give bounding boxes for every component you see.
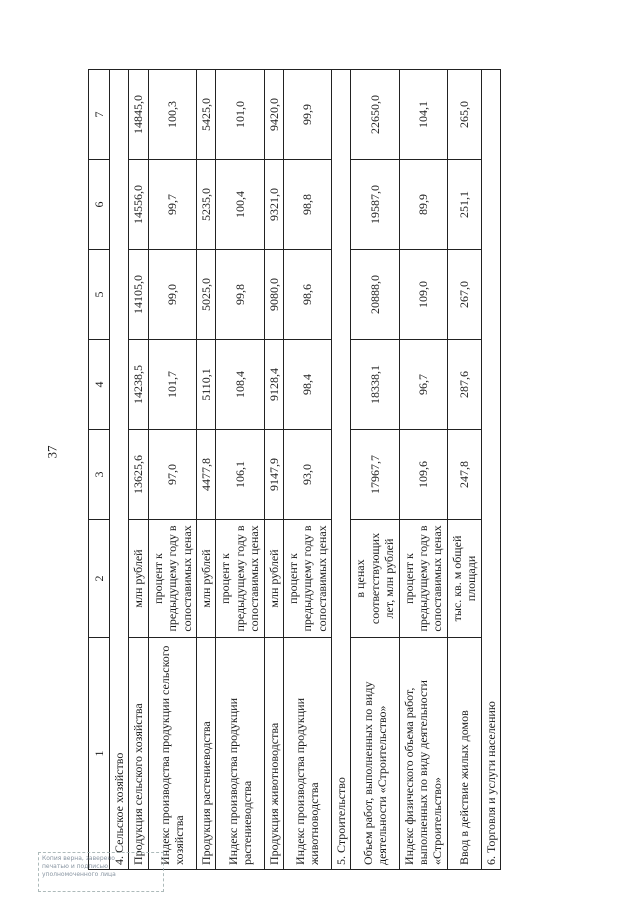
- indicator-name: Индекс физического объема работ, выполненных по виду деятельности «Строительство»: [399, 638, 447, 870]
- table-row: [148, 70, 196, 870]
- value-cell: 99,0: [148, 250, 196, 340]
- value-cell: 14105,0: [129, 250, 148, 340]
- indicator-name: Продукция растениеводства: [196, 638, 215, 870]
- value-cell: 247,8: [447, 430, 481, 520]
- value-cell: 89,9: [399, 160, 447, 250]
- value-cell: 99,9: [283, 70, 331, 160]
- value-cell: 108,4: [216, 340, 264, 430]
- unit-cell: процент к предыдущему году в сопоставимых ценах: [283, 520, 331, 638]
- column-header: 5: [89, 250, 110, 340]
- stamp-line: печатью и подписью: [42, 863, 109, 870]
- value-cell: 99,8: [216, 250, 264, 340]
- value-cell: 14556,0: [129, 160, 148, 250]
- section-label: 6. Торговля и услуги населению: [481, 70, 500, 870]
- table-row: [283, 70, 331, 870]
- value-cell: 5110,1: [196, 340, 215, 430]
- section-label: 5. Строительство: [332, 70, 351, 870]
- table-row: [129, 70, 148, 870]
- column-header: 2: [89, 520, 110, 638]
- data-table: [88, 69, 501, 870]
- value-cell: 5425,0: [196, 70, 215, 160]
- value-cell: 5235,0: [196, 160, 215, 250]
- indicator-name: Индекс производства продукции растениеводства: [216, 638, 264, 870]
- value-cell: 18338,1: [351, 340, 399, 430]
- value-cell: 9420,0: [264, 70, 283, 160]
- column-header: 6: [89, 160, 110, 250]
- value-cell: 287,6: [447, 340, 481, 430]
- value-cell: 251,1: [447, 160, 481, 250]
- table-row: [264, 70, 283, 870]
- indicator-name: Ввод в действие жилых домов: [447, 638, 481, 870]
- value-cell: 100,4: [216, 160, 264, 250]
- column-header: 1: [89, 638, 110, 870]
- value-cell: 106,1: [216, 430, 264, 520]
- unit-cell: процент к предыдущему году в сопоставимых ценах: [216, 520, 264, 638]
- column-header: 3: [89, 430, 110, 520]
- column-header: 7: [89, 70, 110, 160]
- value-cell: 9128,4: [264, 340, 283, 430]
- value-cell: 17967,7: [351, 430, 399, 520]
- value-cell: 19587,0: [351, 160, 399, 250]
- value-cell: 13625,6: [129, 430, 148, 520]
- unit-cell: процент к предыдущему году в сопоставимых ценах: [148, 520, 196, 638]
- value-cell: 9321,0: [264, 160, 283, 250]
- section-row: [481, 70, 500, 870]
- value-cell: 93,0: [283, 430, 331, 520]
- table-rotated-container: [88, 70, 553, 870]
- indicator-name: Индекс производства продукции животноводства: [283, 638, 331, 870]
- value-cell: 22650,0: [351, 70, 399, 160]
- unit-cell: млн рублей: [129, 520, 148, 638]
- unit-cell: процент к предыдущему году в сопоставимых ценах: [399, 520, 447, 638]
- table-row: [196, 70, 215, 870]
- section-row: [110, 70, 129, 870]
- value-cell: 104,1: [399, 70, 447, 160]
- value-cell: 14845,0: [129, 70, 148, 160]
- column-header: 4: [89, 340, 110, 430]
- page-number: 37: [44, 445, 60, 459]
- section-label: 4. Сельское хозяйство: [110, 70, 129, 870]
- table-row: [216, 70, 264, 870]
- value-cell: 98,4: [283, 340, 331, 430]
- value-cell: 109,0: [399, 250, 447, 340]
- value-cell: 101,0: [216, 70, 264, 160]
- value-cell: 97,0: [148, 430, 196, 520]
- value-cell: 96,7: [399, 340, 447, 430]
- table-row: [399, 70, 447, 870]
- indicator-name: Продукция сельского хозяйства: [129, 638, 148, 870]
- value-cell: 265,0: [447, 70, 481, 160]
- certification-stamp: [38, 852, 164, 892]
- indicator-name: Объем работ, выполненных по виду деятельности «Строительство»: [351, 638, 399, 870]
- unit-cell: млн рублей: [196, 520, 215, 638]
- section-row: [332, 70, 351, 870]
- value-cell: 5025,0: [196, 250, 215, 340]
- value-cell: 99,7: [148, 160, 196, 250]
- value-cell: 100,3: [148, 70, 196, 160]
- value-cell: 9080,0: [264, 250, 283, 340]
- indicator-name: Продукция животноводства: [264, 638, 283, 870]
- value-cell: 98,6: [283, 250, 331, 340]
- value-cell: 109,6: [399, 430, 447, 520]
- indicator-name: Индекс производства продукции сельского хозяйства: [148, 638, 196, 870]
- unit-cell: млн рублей: [264, 520, 283, 638]
- value-cell: 267,0: [447, 250, 481, 340]
- table-row: [447, 70, 481, 870]
- value-cell: 9147,9: [264, 430, 283, 520]
- unit-cell: тыс. кв. м общей площади: [447, 520, 481, 638]
- table-body: [110, 70, 501, 870]
- value-cell: 4477,8: [196, 430, 215, 520]
- value-cell: 14238,5: [129, 340, 148, 430]
- table-row: [351, 70, 399, 870]
- stamp-line: Копия верна, заверено: [42, 855, 115, 862]
- value-cell: 101,7: [148, 340, 196, 430]
- stamp-line: уполномоченного лица: [42, 871, 116, 878]
- value-cell: 20888,0: [351, 250, 399, 340]
- header-row: [89, 70, 110, 870]
- value-cell: 98,8: [283, 160, 331, 250]
- unit-cell: в ценах соответствующих лет, млн рублей: [351, 520, 399, 638]
